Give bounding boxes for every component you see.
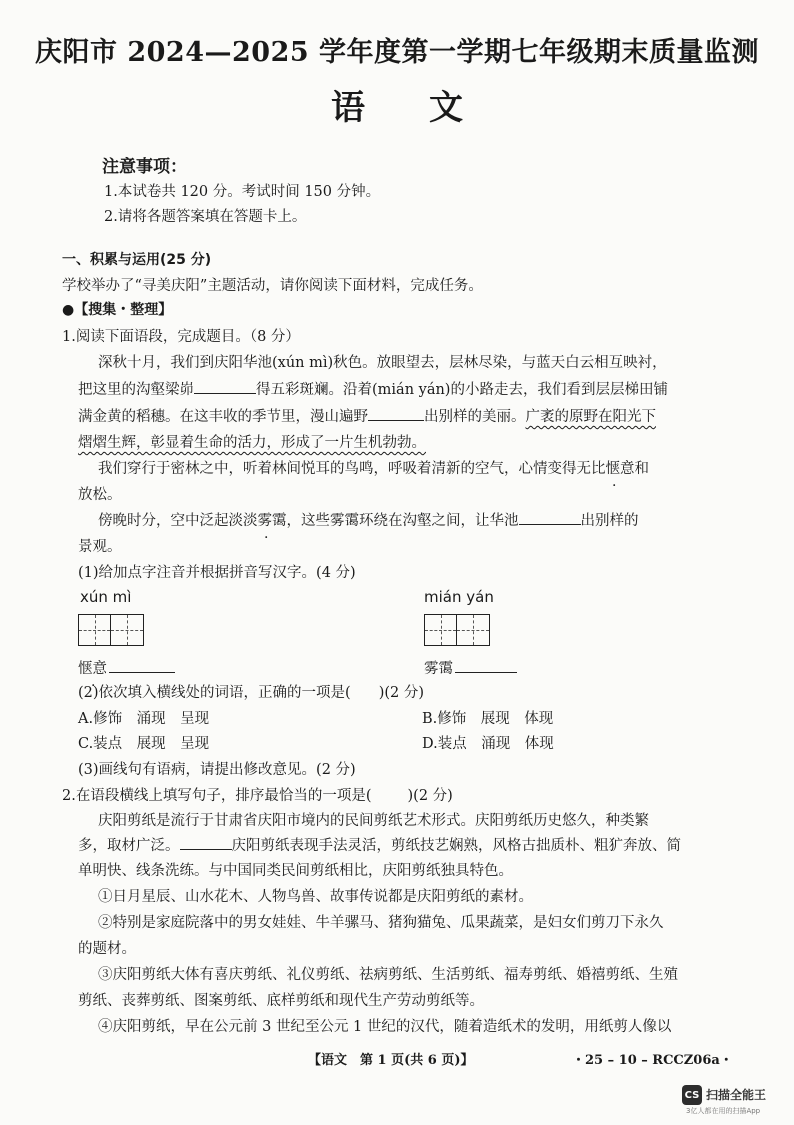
q2-item-2-cont: 的题材。 <box>78 941 136 957</box>
subject-title: 语文 <box>331 88 527 128</box>
word-label: 惬意 <box>78 661 107 677</box>
q1-para1-line2 <box>78 377 668 403</box>
text-segment: 把这里的沟壑梁峁 <box>78 382 194 398</box>
q2-stem <box>62 783 453 809</box>
pinyin-answer-blank-1[interactable] <box>109 660 175 673</box>
text-segment: )(2 分) <box>378 685 425 701</box>
note-item-2: 2.请将各题答案填在答题卡上。 <box>104 209 307 225</box>
text-segment: 意和 <box>620 461 649 477</box>
grid-cell[interactable] <box>111 615 143 645</box>
q2-item-2: ②特别是家庭院落中的男女娃娃、牛羊骡马、猪狗猫兔、瓜果蔬菜，是妇女们剪刀下永久 <box>98 915 664 931</box>
section-heading: 一、积累与运用(25 分) <box>62 252 212 268</box>
q2-item-1: ①日月星辰、山水花木、人物鸟兽、故事传说都是庆阳剪纸的素材。 <box>98 889 533 905</box>
grid-cell[interactable] <box>79 615 111 645</box>
note-item-1: 1.本试卷共 120 分。考试时间 150 分钟。 <box>104 184 381 200</box>
answer-blank-2[interactable] <box>368 408 424 421</box>
grid-cell[interactable] <box>425 615 457 645</box>
text-segment: 我们穿行于密林之中，听着林间悦耳的鸟鸣，呼吸着清新的空气，心情变得无比 <box>98 461 606 477</box>
text-segment: 满金黄的稻穗。在这丰收的季节里，漫山遍野 <box>78 409 368 425</box>
q2-item-3: ③庆阳剪纸大体有喜庆剪纸、礼仪剪纸、祛病剪纸、生活剪纸、福寿剪纸、婚禧剪纸、生殖 <box>98 967 678 983</box>
exam-code: ・25 – 10 – RCCZ06a・ <box>572 1053 733 1068</box>
text-segment: 出别样的美丽。 <box>424 409 526 425</box>
q1-para3-line2: 景观。 <box>78 539 122 555</box>
grid-cell[interactable] <box>457 615 489 645</box>
dotted-char: 惬 <box>605 461 620 477</box>
text-segment: 傍晚时分，空中泛起淡淡 <box>98 513 258 529</box>
dotted-char: 雾 <box>257 513 272 529</box>
text-segment: (2)依次填入横线处的词语，正确的一项是( <box>78 685 351 701</box>
q1-sub2 <box>78 680 424 706</box>
word-label: 雾霭 <box>424 661 453 677</box>
word-item-1 <box>78 656 175 682</box>
text-segment: 得五彩斑斓。沿着(mián yán)的小路走去，我们看到层层梯田铺 <box>256 382 668 398</box>
q1-para1-line3 <box>78 404 656 430</box>
q2-item-3-cont: 剪纸、丧葬剪纸、图案剪纸、底样剪纸和现代生产劳动剪纸等。 <box>78 993 484 1009</box>
q2-item-4: ④庆阳剪纸，早在公元前 3 世纪至公元 1 世纪的汉代，随着造纸术的发明，用纸剪人像以 <box>98 1019 672 1035</box>
task-label: ●【搜集・整理】 <box>62 302 173 318</box>
pinyin-answer-blank-2[interactable] <box>455 660 517 673</box>
text-segment: )(2 分) <box>407 788 453 804</box>
section-intro: 学校举办了“寻美庆阳”主题活动，请你阅读下面材料，完成任务。 <box>62 278 483 294</box>
text-segment: 2.在语段横线上填写句子，排序最恰当的一项是( <box>62 788 372 804</box>
answer-blank-3[interactable] <box>519 512 581 525</box>
word-item-2 <box>424 656 517 682</box>
q2-para-line1: 庆阳剪纸是流行于甘肃省庆阳市境内的民间剪纸艺术形式。庆阳剪纸历史悠久，种类繁 <box>98 813 649 829</box>
underlined-sentence-cont: 熠熠生辉，彰显着生命的活力，形成了一片生机勃勃。 <box>78 435 426 451</box>
q2-para-line2 <box>78 833 681 859</box>
pinyin-label-1: xún mì <box>80 588 132 606</box>
page-indicator: 【语文 第 1 页(共 6 页)】 <box>308 1053 474 1068</box>
q1-para1-line1: 深秋十月，我们到庆阳华池(xún mì)秋色。放眼望去，层林尽染，与蓝天白云相互映衬， <box>98 355 667 371</box>
q1-sub1: (1)给加点字注音并根据拼音写汉字。(4 分) <box>78 565 356 581</box>
text-segment: 多，取材广泛。 <box>78 838 180 854</box>
option-a: A.修饰 涌现 呈现 <box>78 711 210 727</box>
option-c: C.装点 展现 呈现 <box>78 736 210 752</box>
answer-blank-1[interactable] <box>194 381 256 394</box>
exam-title: 庆阳市 2024—2025 学年度第一学期七年级期末质量监测 <box>34 37 760 68</box>
q1-stem: 1.阅读下面语段，完成题目。（8 分） <box>62 329 300 345</box>
writing-grid-1[interactable] <box>78 614 144 646</box>
watermark-tagline: 3亿人都在用的扫描App <box>686 1107 761 1115</box>
answer-blank-4[interactable] <box>180 837 232 850</box>
text-segment: 霭，这些雾霭环绕在沟壑之间，让华池 <box>272 513 519 529</box>
q1-sub3: (3)画线句有语病，请提出修改意见。(2 分) <box>78 762 356 778</box>
q1-para3-line1 <box>98 508 639 534</box>
writing-grid-2[interactable] <box>424 614 490 646</box>
text-segment: 出别样的 <box>580 513 639 529</box>
watermark-name: 扫描全能王 <box>706 1088 767 1102</box>
option-d: D.装点 涌现 体现 <box>422 736 554 752</box>
underlined-sentence: 广袤的原野在阳光下 <box>525 409 656 425</box>
q1-para2-line1 <box>98 456 649 482</box>
q2-para-line3: 单明快、线条洗练。与中国同类民间剪纸相比，庆阳剪纸独具特色。 <box>78 863 513 879</box>
camscanner-logo-icon: CS <box>682 1085 702 1105</box>
notes-heading: 注意事项： <box>102 157 187 177</box>
option-b: B.修饰 展现 体现 <box>422 711 554 727</box>
text-segment: 庆阳剪纸表现手法灵活，剪纸技艺娴熟，风格古拙质朴、粗犷奔放、简 <box>231 838 681 854</box>
pinyin-label-2: mián yán <box>424 588 494 606</box>
q1-para2-line2: 放松。 <box>78 487 122 503</box>
